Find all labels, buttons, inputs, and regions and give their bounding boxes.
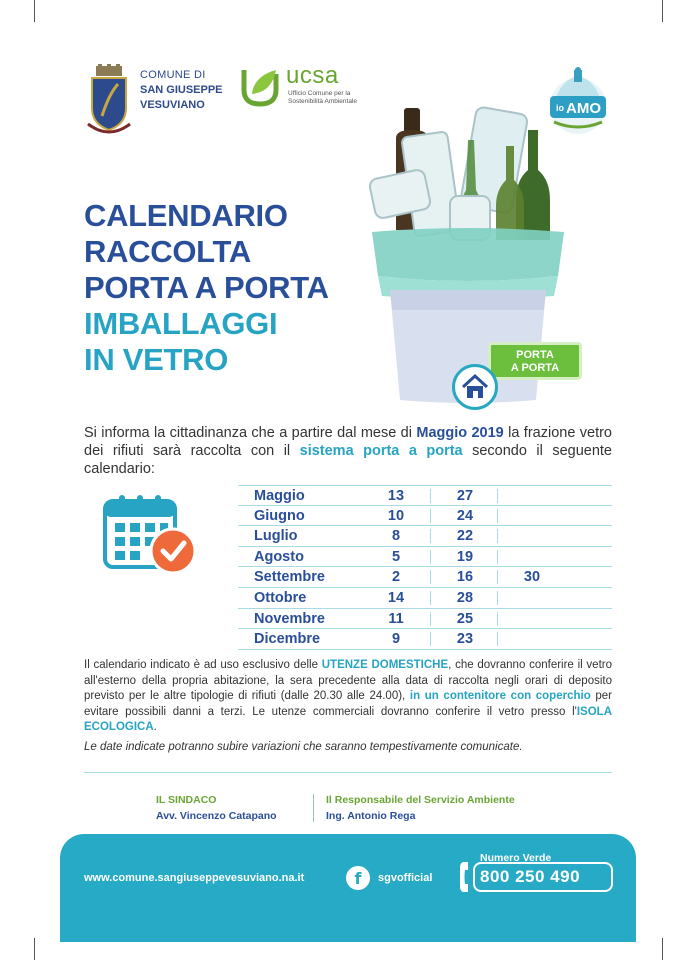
porta-a-porta-badge — [488, 342, 582, 380]
calendar-month: Agosto — [254, 548, 304, 565]
calendar-month: Novembre — [254, 610, 325, 627]
calendar-day: 19 — [456, 548, 474, 565]
calendar-day: 5 — [391, 548, 401, 565]
calendar-row — [238, 547, 612, 568]
calendar-month: Ottobre — [254, 589, 307, 606]
info-text: per evitare possibili danni a terzi. Le utenze commerciali dovranno conferire il vetro presso l' — [84, 690, 612, 718]
footer-bar — [60, 834, 636, 942]
calendar-row — [238, 609, 612, 630]
ucsa-logo — [238, 62, 368, 122]
calendar-day: 28 — [456, 589, 474, 606]
intro-text: secondo il seguente calendario: — [84, 443, 612, 477]
house-icon — [455, 367, 495, 407]
signature-name: Avv. Vincenzo Catapano — [156, 810, 277, 822]
signature-role: Il Responsabile del Servizio Ambiente — [326, 794, 515, 806]
calendar-separator — [430, 612, 431, 626]
info-highlight: ISOLA ECOLOGICA — [84, 705, 612, 733]
intro-highlight-date: Maggio 2019 — [416, 425, 504, 441]
calendar-separator — [497, 612, 498, 626]
calendar-icon — [103, 493, 198, 575]
calendar-separator — [430, 550, 431, 564]
leaf-icon — [238, 64, 282, 108]
title-line: IN VETRO — [84, 342, 229, 377]
page-title — [84, 198, 329, 378]
crop-mark — [34, 0, 35, 22]
calendar-day: 11 — [388, 610, 404, 627]
info-text: . — [153, 721, 157, 733]
calendar-day: 2 — [391, 569, 401, 586]
comune-line2: SAN GIUSEPPE — [140, 84, 223, 96]
ucsa-word: ucsa — [286, 62, 339, 89]
calendar-separator — [430, 632, 431, 646]
calendar-separator — [497, 570, 498, 584]
intro-paragraph — [84, 424, 612, 478]
crest-icon — [84, 64, 134, 136]
badge-line: A PORTA — [510, 362, 560, 374]
calendar-month: Giugno — [254, 507, 305, 524]
calendar-row — [238, 526, 612, 547]
comune-line3: VESUVIANO — [140, 99, 205, 111]
calendar-separator — [497, 509, 498, 523]
info-highlight: UTENZE DOMESTICHE — [321, 659, 449, 671]
signature-mayor — [156, 792, 277, 824]
title-line: RACCOLTA — [84, 234, 251, 269]
collection-calendar — [238, 485, 612, 650]
numero-verde-label: Numero Verde — [480, 852, 552, 864]
calendar-day: 9 — [391, 631, 401, 648]
signature-manager — [326, 792, 515, 824]
calendar-day: 22 — [456, 528, 474, 545]
numero-verde-number[interactable]: 800 250 490 — [480, 867, 581, 886]
title-line: PORTA A PORTA — [84, 270, 329, 305]
calendar-separator — [430, 591, 431, 605]
calendar-day: 30 — [523, 569, 541, 586]
intro-text: Si informa la cittadinanza che a partire dal mese di — [84, 425, 417, 441]
signature-divider — [313, 794, 314, 822]
ucsa-subtitle: Ufficio Comune per la Sostenibilità Ambientale — [288, 90, 358, 105]
title-line: CALENDARIO — [84, 198, 288, 233]
calendar-day: 24 — [456, 507, 474, 524]
calendar-row — [238, 567, 612, 588]
calendar-separator — [430, 489, 431, 503]
comune-logo — [84, 60, 234, 140]
divider — [84, 772, 612, 773]
intro-text: la frazione vetro dei rifiuti sarà raccolta con il — [84, 425, 612, 459]
calendar-day: 16 — [456, 569, 474, 586]
crop-mark — [662, 938, 663, 960]
calendar-separator — [497, 489, 498, 503]
calendar-day: 14 — [387, 589, 405, 606]
title-line: IMBALLAGGI — [84, 306, 278, 341]
info-paragraph — [84, 658, 612, 736]
calendar-row — [238, 506, 612, 527]
calendar-day: 10 — [387, 507, 405, 524]
home-badge — [452, 364, 498, 410]
facebook-icon[interactable]: f — [346, 866, 370, 890]
variation-note: Le date indicate potranno subire variazioni che saranno tempestivamente comunicate. — [84, 741, 523, 753]
calendar-month: Luglio — [254, 528, 298, 545]
calendar-month: Dicembre — [254, 631, 321, 648]
calendar-separator — [497, 632, 498, 646]
calendar-day: 23 — [456, 631, 474, 648]
calendar-month: Maggio — [254, 488, 305, 504]
signature-role: IL SINDACO — [156, 794, 217, 806]
calendar-separator — [497, 550, 498, 564]
calendar-row — [238, 588, 612, 609]
intro-highlight-system: sistema porta a porta — [299, 443, 463, 459]
calendar-row — [238, 629, 612, 650]
signature-name: Ing. Antonio Rega — [326, 810, 416, 822]
badge-line: PORTA — [516, 349, 554, 361]
calendar-day: 8 — [391, 528, 401, 545]
calendar-separator — [430, 529, 431, 543]
calendar-separator — [430, 509, 431, 523]
calendar-separator — [430, 570, 431, 584]
svg-text:io: io — [556, 103, 564, 113]
calendar-row — [238, 485, 612, 506]
info-text: , che dovranno conferire il vetro all'esterno della propria abitazione, la sera precedente alla data di raccolta negli orari di deposito previsto per le altre tipologie di rifiuti (dalle 20.30 alle 24.00), — [84, 659, 612, 702]
info-text: Il calendario indicato è ad uso esclusivo delle — [84, 659, 322, 671]
calendar-day: 27 — [456, 488, 474, 504]
info-highlight: in un contenitore con coperchio — [409, 690, 591, 702]
crop-mark — [34, 938, 35, 960]
calendar-day: 13 — [387, 488, 405, 504]
svg-text:AMO: AMO — [566, 100, 601, 117]
facebook-handle[interactable]: sgvofficial — [378, 872, 433, 884]
calendar-day: 25 — [456, 610, 474, 627]
calendar-month: Settembre — [254, 569, 325, 586]
crop-mark — [662, 0, 663, 22]
comune-line1: COMUNE DI — [140, 69, 206, 81]
calendar-separator — [497, 591, 498, 605]
website-link[interactable]: www.comune.sangiuseppevesuviano.na.it — [84, 872, 305, 884]
calendar-separator — [497, 529, 498, 543]
